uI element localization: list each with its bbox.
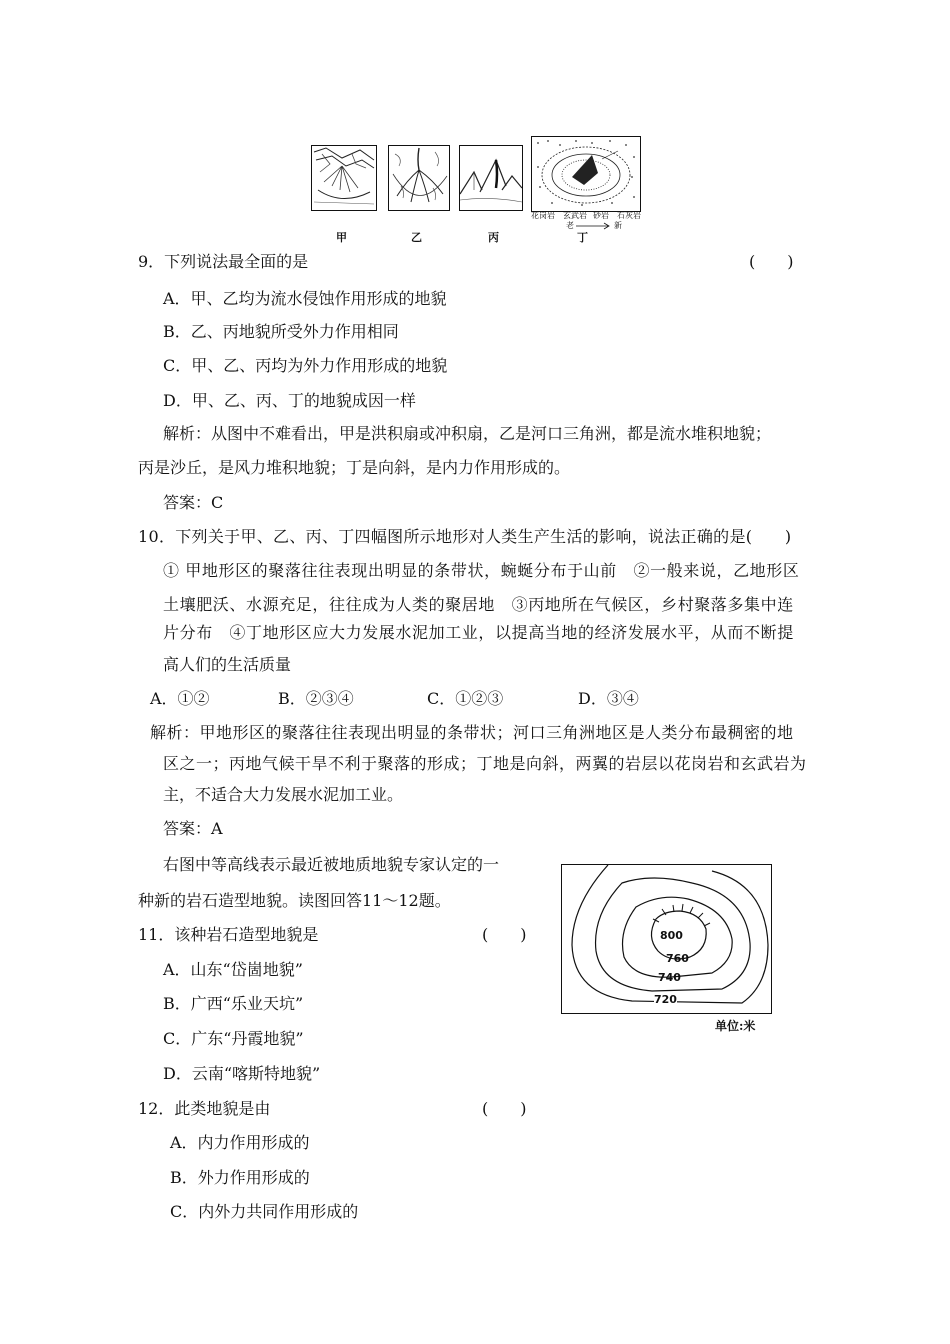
question-9-option-b[interactable]: B．乙、丙地貌所受外力作用相同 bbox=[163, 322, 399, 341]
question-12-answer-paren: ( ) bbox=[482, 1099, 527, 1118]
question-10-analysis-line-2: 区之一；丙地气候干旱不利于聚落的形成；丁地是向斜，两翼的岩层以花岗岩和玄武岩为 bbox=[163, 754, 807, 773]
question-11-answer-paren: ( ) bbox=[482, 925, 527, 944]
legend-sandstone: 砂岩 bbox=[593, 211, 609, 220]
question-9-answer-paren: ( ) bbox=[749, 252, 794, 271]
question-10-body-line-4: 高人们的生活质量 bbox=[163, 655, 292, 674]
legend-limestone: 石灰岩 bbox=[617, 211, 641, 220]
delta-sketch bbox=[389, 146, 449, 210]
legend-granite: 花岗岩 bbox=[531, 211, 555, 220]
contour-map bbox=[561, 864, 772, 1014]
question-9-option-a[interactable]: A．甲、乙均为流水侵蚀作用形成的地貌 bbox=[163, 289, 447, 308]
contour-map-unit: 单位:米 bbox=[715, 1019, 756, 1033]
question-12-stem: 12．此类地貌是由 bbox=[138, 1099, 271, 1118]
figure-bing-sand-dune bbox=[459, 145, 523, 211]
figure-label-bing: 丙 bbox=[488, 231, 499, 244]
alluvial-fan-sketch bbox=[312, 146, 376, 210]
figure-label-ding: 丁 bbox=[577, 231, 588, 244]
question-12-option-c[interactable]: C．内外力共同作用形成的 bbox=[170, 1202, 359, 1221]
question-9-analysis-line-2: 丙是沙丘，是风力堆积地貌；丁是向斜，是内力作用形成的。 bbox=[138, 458, 571, 477]
question-9-answer: 答案：C bbox=[163, 493, 224, 512]
question-12-option-b[interactable]: B．外力作用形成的 bbox=[170, 1168, 310, 1187]
contour-label-800: 800 bbox=[660, 929, 683, 942]
question-11-option-a[interactable]: A．山东“岱崮地貌” bbox=[163, 960, 303, 979]
question-10-body-line-3: 片分布 ④丁地形区应大力发展水泥加工业，以提高当地的经济发展水平，从而不断提 bbox=[163, 623, 794, 642]
contour-label-740: 740 bbox=[658, 971, 681, 984]
question-10-option-c[interactable]: C．①②③ bbox=[427, 689, 504, 708]
question-9-stem: 9．下列说法最全面的是 bbox=[138, 252, 309, 271]
contour-label-760: 760 bbox=[666, 952, 689, 965]
syncline-map-sketch bbox=[532, 137, 640, 211]
question-10-option-a[interactable]: A．①② bbox=[150, 689, 210, 708]
question-10-answer: 答案：A bbox=[163, 819, 223, 838]
figure-ding-syncline bbox=[531, 136, 641, 212]
age-old-label: 老 bbox=[566, 221, 574, 230]
question-10-body-line-1: ① 甲地形区的聚落往往表现出明显的条带状，蜿蜒分布于山前 ②一般来说，乙地形区 bbox=[163, 561, 800, 580]
intro-line-2: 种新的岩石造型地貌。读图回答11～12题。 bbox=[138, 891, 451, 910]
question-9-option-d[interactable]: D．甲、乙、丙、丁的地貌成因一样 bbox=[163, 391, 416, 410]
contour-label-720: 720 bbox=[654, 993, 677, 1006]
figure-label-jia: 甲 bbox=[336, 231, 347, 244]
question-10-body-line-2: 土壤肥沃、水源充足，往往成为人类的聚居地 ③丙地所在气候区，乡村聚落多集中连 bbox=[163, 595, 794, 614]
question-10-option-b[interactable]: B．②③④ bbox=[278, 689, 354, 708]
question-9-option-c[interactable]: C．甲、乙、丙均为外力作用形成的地貌 bbox=[163, 356, 448, 375]
intro-line-1: 右图中等高线表示最近被地质地貌专家认定的一 bbox=[163, 855, 500, 874]
question-12-option-a[interactable]: A．内力作用形成的 bbox=[170, 1133, 310, 1152]
question-10-analysis-line-1: 解析：甲地形区的聚落往往表现出明显的条带状；河口三角洲地区是人类分布最稠密的地 bbox=[150, 723, 794, 742]
question-10-stem: 10．下列关于甲、乙、丙、丁四幅图所示地形对人类生产生活的影响，说法正确的是( ) bbox=[138, 527, 792, 546]
legend-basalt: 玄武岩 bbox=[563, 211, 587, 220]
age-new-label: 新 bbox=[614, 221, 622, 230]
figure-label-yi: 乙 bbox=[411, 231, 422, 244]
figure-yi-delta bbox=[388, 145, 450, 211]
question-10-option-d[interactable]: D．③④ bbox=[578, 689, 639, 708]
question-11-option-d[interactable]: D．云南“喀斯特地貌” bbox=[163, 1064, 321, 1083]
question-9-analysis-line-1: 解析：从图中不难看出，甲是洪积扇或冲积扇，乙是河口三角洲，都是流水堆积地貌； bbox=[163, 424, 772, 443]
question-10-analysis-line-3: 主，不适合大力发展水泥加工业。 bbox=[163, 785, 404, 804]
figure-jia-alluvial-fan bbox=[311, 145, 377, 211]
question-11-option-c[interactable]: C．广东“丹霞地貌” bbox=[163, 1029, 304, 1048]
figure-ding-age-arrow bbox=[566, 221, 626, 231]
question-11-stem: 11．该种岩石造型地貌是 bbox=[138, 925, 319, 944]
question-11-option-b[interactable]: B．广西“乐业天坑” bbox=[163, 994, 304, 1013]
sand-dune-sketch bbox=[460, 146, 522, 210]
